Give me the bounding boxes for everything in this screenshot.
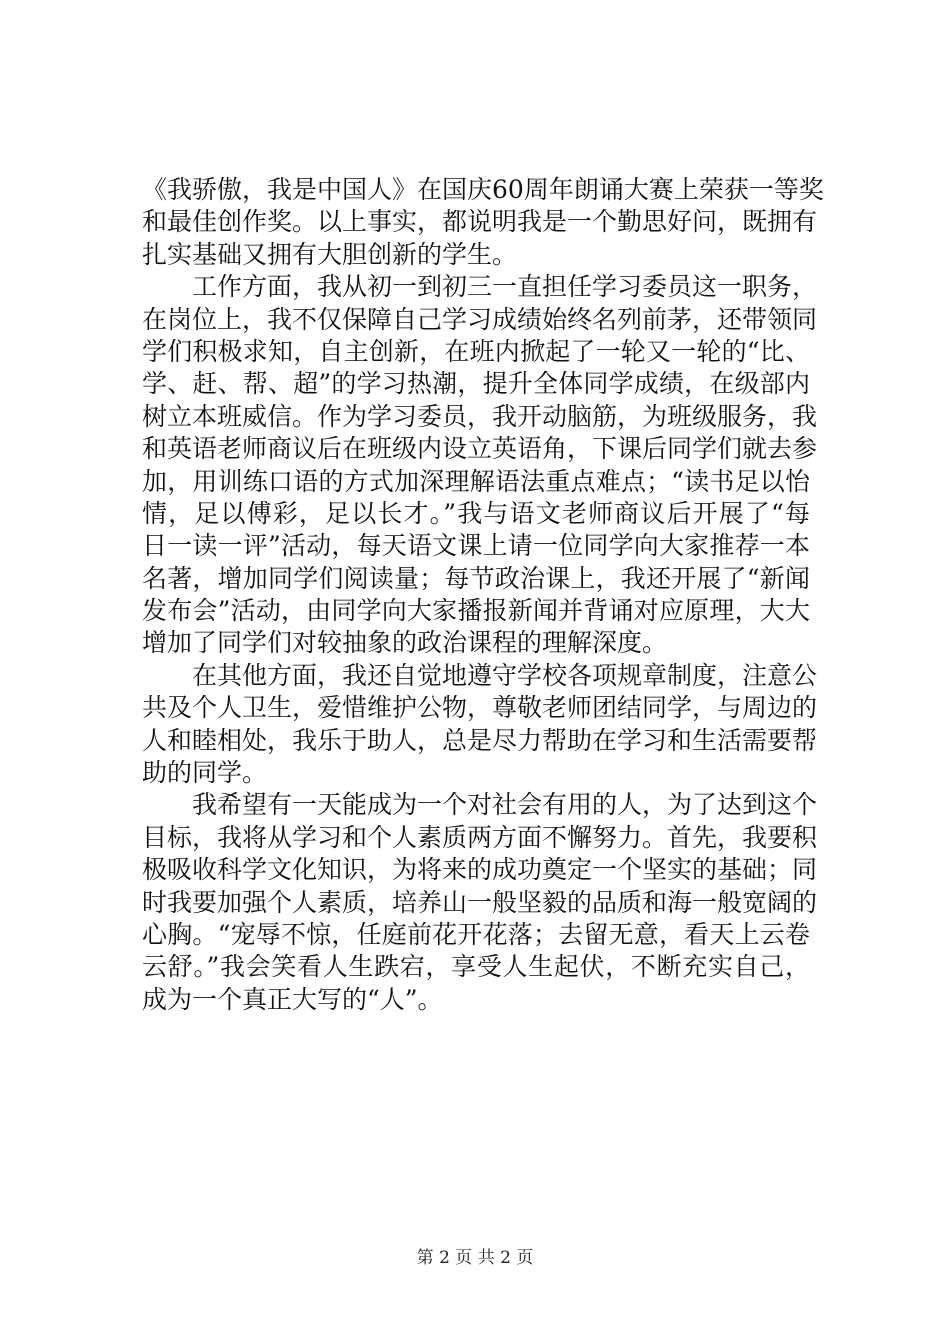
text-line: 发布会”活动，由同学向大家播报新闻并背诵对应原理，大大 bbox=[142, 596, 810, 626]
text-line: 极吸收科学文化知识，为将来的成功奠定一个坚实的基础；同 bbox=[142, 855, 818, 885]
text-line: 加，用训练口语的方式加深理解语法重点难点；“读书足以怡 bbox=[142, 466, 810, 496]
text-line: 助的同学。 bbox=[142, 758, 268, 788]
page-number: 第 2 页 共 2 页 bbox=[416, 1248, 534, 1268]
text-line: 名著，增加同学们阅读量；每节政治课上，我还开展了“新闻 bbox=[142, 563, 810, 593]
text-line: 目标，我将从学习和个人素质两方面不懈努力。首先，我要积 bbox=[142, 822, 818, 852]
text-line: 共及个人卫生，爱惜维护公物，尊敬老师团结同学，与周边的 bbox=[142, 693, 818, 723]
page-footer bbox=[0, 1243, 950, 1268]
text-line: 和英语老师商议后在班级内设立英语角，下课后同学们就去参 bbox=[142, 434, 818, 464]
text-line: 树立本班威信。作为学习委员，我开动脑筋，为班级服务，我 bbox=[142, 401, 818, 431]
text-line: 和最佳创作奖。以上事实，都说明我是一个勤思好问，既拥有 bbox=[142, 207, 818, 237]
text-line: 在岗位上，我不仅保障自己学习成绩始终名列前茅，还带领同 bbox=[142, 304, 818, 334]
text-line: 《我骄傲，我是中国人》在国庆60周年朗诵大赛上荣获一等奖 bbox=[142, 175, 824, 204]
text-line: 增加了同学们对较抽象的政治课程的理解深度。 bbox=[142, 628, 668, 658]
text-line: 学、赶、帮、超”的学习热潮，提升全体同学成绩，在级部内 bbox=[142, 369, 810, 399]
text-line: 人和睦相处，我乐于助人，总是尽力帮助在学习和生活需要帮 bbox=[142, 725, 818, 755]
text-line: 日一读一评”活动，每天语文课上请一位同学向大家推荐一本 bbox=[142, 531, 810, 561]
text-line: 学们积极求知，自主创新，在班内掀起了一轮又一轮的“比、 bbox=[142, 336, 810, 366]
text-line: 我希望有一天能成为一个对社会有用的人，为了达到这个 bbox=[142, 790, 818, 820]
text-line: 时我要加强个人素质，培养山一般坚毅的品质和海一般宽阔的 bbox=[142, 887, 818, 917]
text-line: 情，足以傅彩，足以长才。”我与语文老师商议后开展了“每 bbox=[142, 498, 810, 528]
text-line: 在其他方面，我还自觉地遵守学校各项规章制度，注意公 bbox=[142, 660, 818, 690]
text-line: 心胸。“宠辱不惊，任庭前花开花落；去留无意，看天上云卷 bbox=[142, 919, 810, 949]
text-line: 工作方面，我从初一到初三一直担任学习委员这一职务， bbox=[142, 272, 818, 302]
document-body bbox=[142, 174, 824, 1016]
text-line: 成为一个真正大写的“人”。 bbox=[142, 984, 443, 1014]
text-line: 扎实基础又拥有大胆创新的学生。 bbox=[142, 239, 518, 269]
text-line: 云舒。”我会笑看人生跌宕，享受人生起伏，不断充实自己， bbox=[142, 952, 810, 982]
